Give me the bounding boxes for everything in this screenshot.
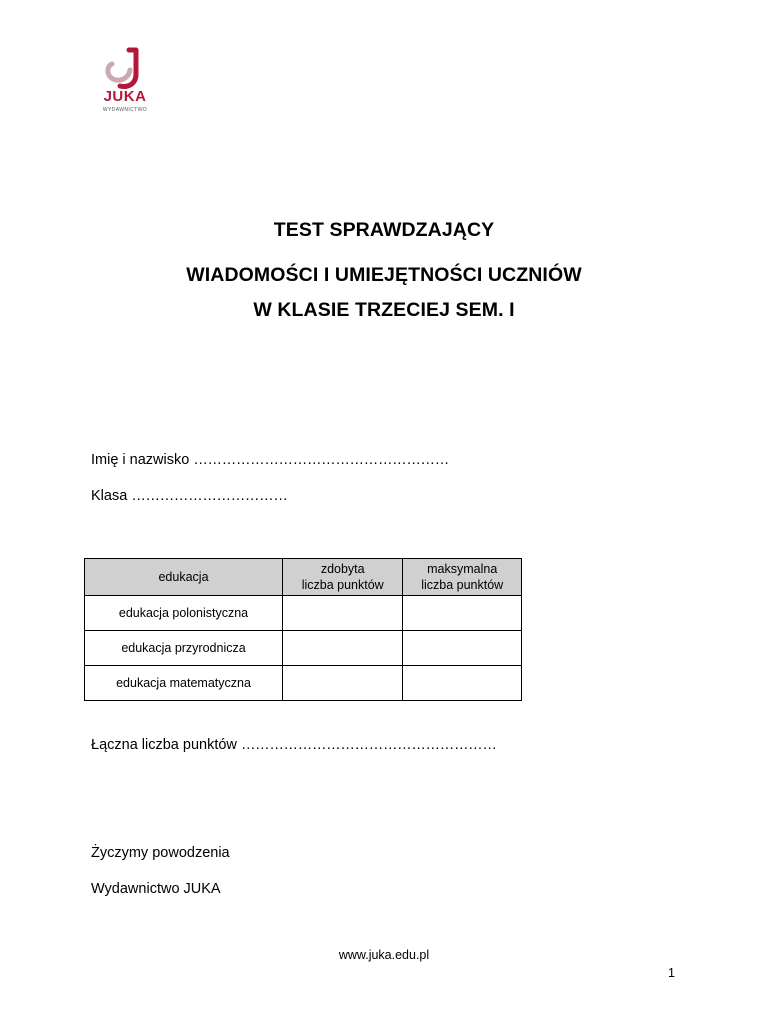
closing-publisher: Wydawnictwo JUKA	[91, 881, 221, 897]
table-header-row	[85, 559, 522, 596]
logo-brand-text: JUKA	[103, 88, 147, 105]
max-points-cell[interactable]	[403, 666, 522, 701]
test-title: TEST SPRAWDZAJĄCY	[273, 219, 495, 241]
max-points-cell[interactable]	[403, 596, 522, 631]
header-earned	[283, 559, 403, 596]
closing-wish: Życzymy powodzenia	[91, 845, 230, 861]
total-points-label: Łączna liczba punktów	[91, 737, 237, 753]
header-max-line1: maksymalna	[427, 562, 498, 576]
class-dots: ……………………………	[131, 488, 288, 504]
logo-subtitle: WYDAWNICTWO	[102, 107, 148, 113]
juka-logo-icon	[96, 46, 156, 90]
name-label: Imię i nazwisko	[91, 452, 190, 468]
subject-cell: edukacja przyrodnicza	[85, 631, 283, 666]
footer-url: www.juka.edu.pl	[338, 948, 430, 962]
class-label: Klasa	[91, 488, 128, 504]
name-dots: ………………………………………………	[193, 452, 449, 468]
test-subtitle-line1: WIADOMOŚCI I UMIEJĘTNOŚCI UCZNIÓW	[186, 264, 582, 286]
header-max	[403, 559, 522, 596]
class-field[interactable]	[91, 488, 288, 504]
total-points-field[interactable]	[91, 737, 497, 753]
table-row	[85, 631, 522, 666]
earned-points-cell[interactable]	[283, 666, 403, 701]
page-number: 1	[668, 966, 675, 980]
header-subject: edukacja	[85, 559, 283, 596]
header-max-line2: liczba punktów	[421, 578, 504, 592]
test-subtitle-line2: W KLASIE TRZECIEJ SEM. I	[253, 299, 515, 321]
earned-points-cell[interactable]	[283, 596, 403, 631]
subject-cell: edukacja polonistyczna	[85, 596, 283, 631]
header-earned-line1: zdobyta	[320, 562, 365, 576]
table-row	[85, 666, 522, 701]
max-points-cell[interactable]	[403, 631, 522, 666]
name-field[interactable]	[91, 452, 449, 468]
total-points-dots: ………………………………………………	[240, 737, 497, 753]
earned-points-cell[interactable]	[283, 631, 403, 666]
table-row	[85, 596, 522, 631]
scores-table	[84, 558, 522, 701]
header-earned-line2: liczba punktów	[301, 578, 384, 592]
subject-cell: edukacja matematyczna	[85, 666, 283, 701]
